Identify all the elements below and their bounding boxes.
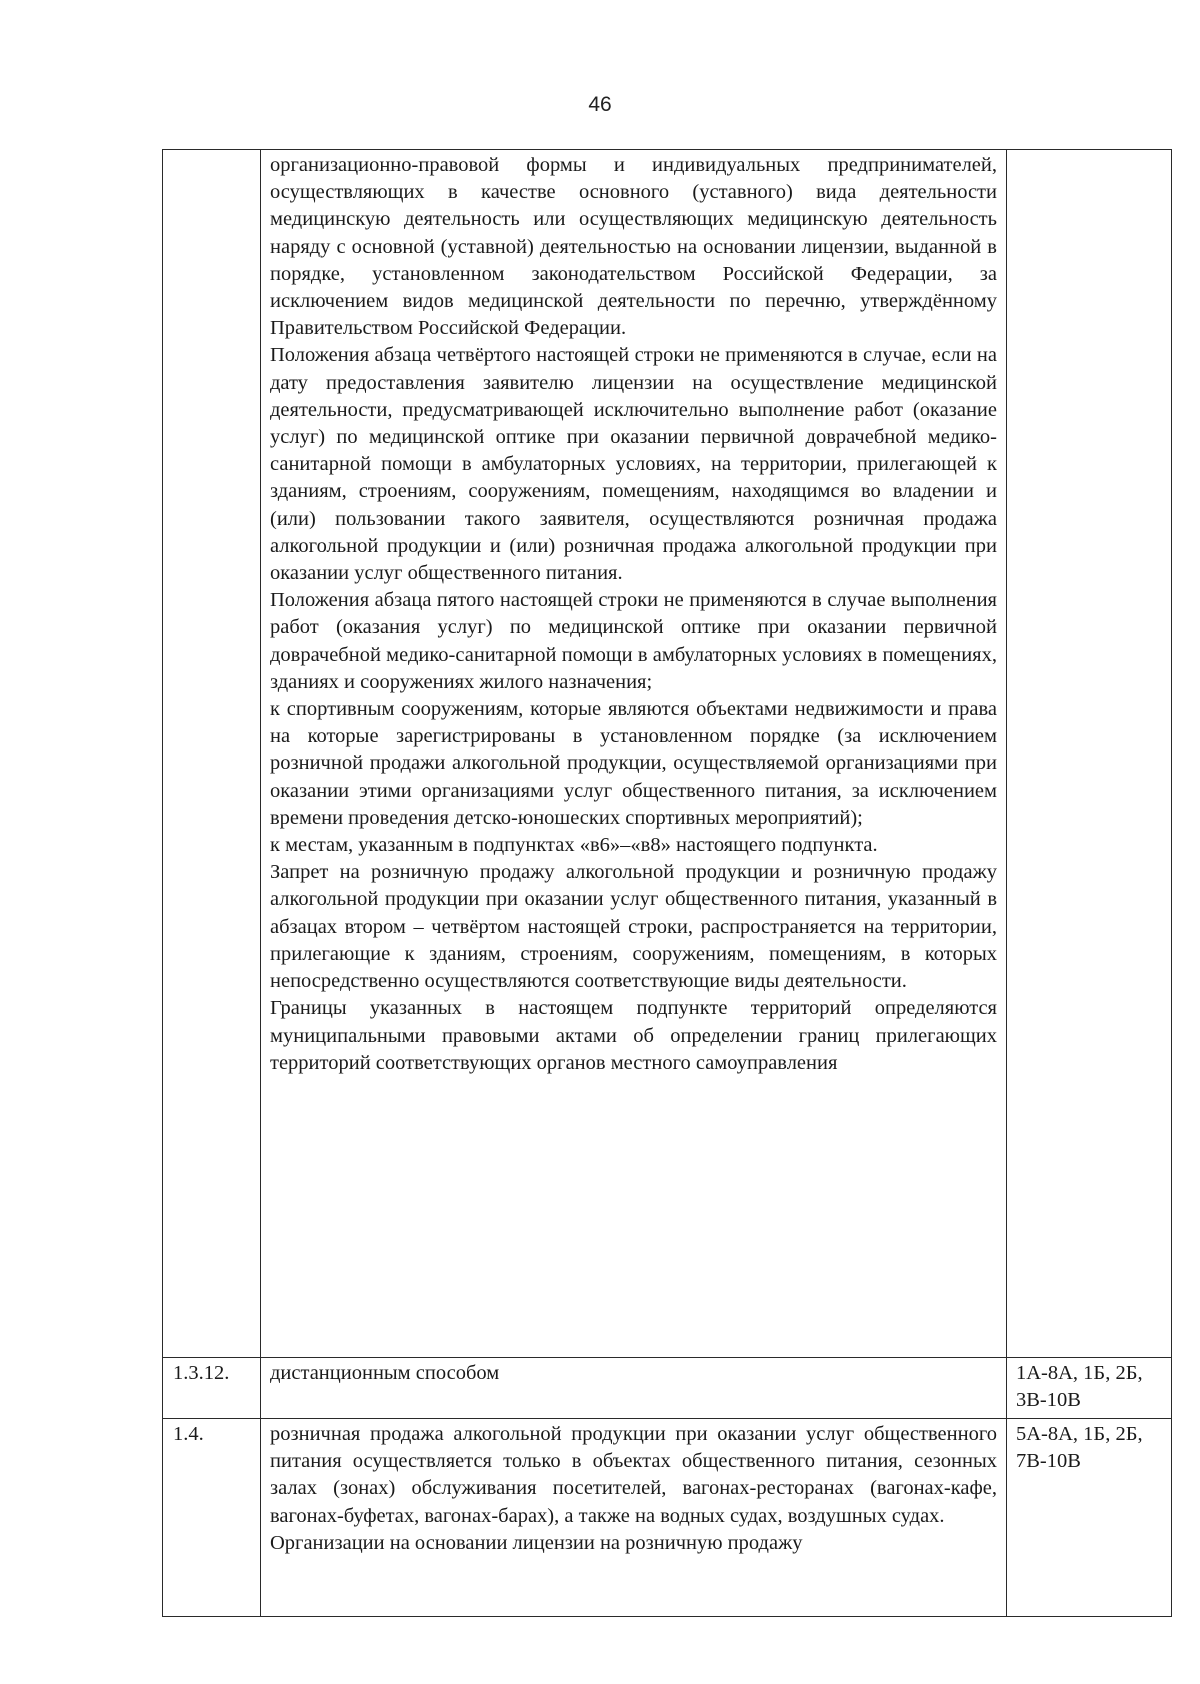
table-row: [163, 1358, 1172, 1419]
row-codes-cell: [1007, 150, 1172, 1358]
row-codes-cell: 1А-8А, 1Б, 2Б, 3В-10В: [1007, 1358, 1172, 1419]
row-number-cell: 1.4.: [163, 1419, 261, 1617]
regulation-table: [162, 149, 1172, 1617]
text-paragraph: организационно-правовой формы и индивидуальных предпринимателей, осуществляющих в качестве основного (уставного) вида деятельности медицинскую деятельность или осуществляющих медицинскую деятельность наряду с основной (уставной) деятельностью на основании лицензии, выданной в порядке, установленном законодательством Российской Федерации, за исключением видов медицинской деятельности по перечню, утверждённому Правительством Российской Федерации.: [270, 154, 997, 340]
row-codes-cell: 5А-8А, 1Б, 2Б, 7В-10В: [1007, 1419, 1172, 1617]
page-number: 46: [588, 93, 612, 116]
row-text-cell: [261, 1419, 1007, 1617]
table-row: [163, 1419, 1172, 1617]
row-text-cell: [261, 1358, 1007, 1419]
text-paragraph: Положения абзаца пятого настоящей строки не применяются в случае выполнения работ (оказания услуг) по медицинской оптике при оказании первичной доврачебной медико-санитарной помощи в амбулаторных условиях в помещениях, зданиях и сооружениях жилого назначения;: [270, 589, 997, 693]
text-paragraph: Запрет на розничную продажу алкогольной продукции и розничную продажу алкогольной продукции при оказании услуг общественного питания, указанный в абзацах втором – четвёртом настоящей строки, распространяется на территории, прилегающие к зданиям, строениям, сооружениям, помещениям, в которых непосредственно осуществляются соответствующие виды деятельности.: [270, 861, 997, 993]
text-paragraph: дистанционным способом: [270, 1362, 500, 1384]
text-paragraph-cut: Организации на основании лицензии на розничную продажу: [270, 1531, 803, 1554]
table-row: [163, 150, 1172, 1358]
text-paragraph: к местам, указанным в подпунктах «в6»–«в8» настоящего подпункта.: [270, 834, 878, 857]
row-number-cell: [163, 150, 261, 1358]
row-text-cell: [261, 150, 1007, 1358]
text-paragraph: к спортивным сооружениям, которые являются объектами недвижимости и права на которые зарегистрированы в установленном порядке (за исключением розничной продажи алкогольной продукции, осуществляемой организациями при оказании этими организациями услуг общественного питания, за исключением времени проведения детско-юношеских спортивных мероприятий);: [270, 698, 997, 829]
row-number-cell: 1.3.12.: [163, 1358, 261, 1419]
text-paragraph: розничная продажа алкогольной продукции при оказании услуг общественного питания осуществляется только в объектах общественного питания, сезонных залах (зонах) обслуживания посетителей, вагонах-ресторанах (вагонах-кафе, вагонах-буфетах, вагонах-барах), а также на водных судах, воздушных судах.: [270, 1423, 997, 1527]
text-paragraph: Границы указанных в настоящем подпункте территорий определяются муниципальными правовыми актами об определении границ прилегающих территорий соответствующих органов местного самоуправления: [270, 997, 997, 1074]
text-paragraph: Положения абзаца четвёртого настоящей строки не применяются в случае, если на дату предоставления заявителю лицензии на осуществление медицинской деятельности, предусматривающей исключительно выполнение работ (оказание услуг) по медицинской оптике при оказании первичной доврачебной медико-санитарной помощи в амбулаторных условиях, на территории, прилегающей к зданиям, строениям, сооружениям, помещениям, находящимся во владении и (или) пользовании такого заявителя, осуществляются розничная продажа алкогольной продукции и (или) розничная продажа алкогольной продукции при оказании услуг общественного питания.: [270, 344, 997, 585]
